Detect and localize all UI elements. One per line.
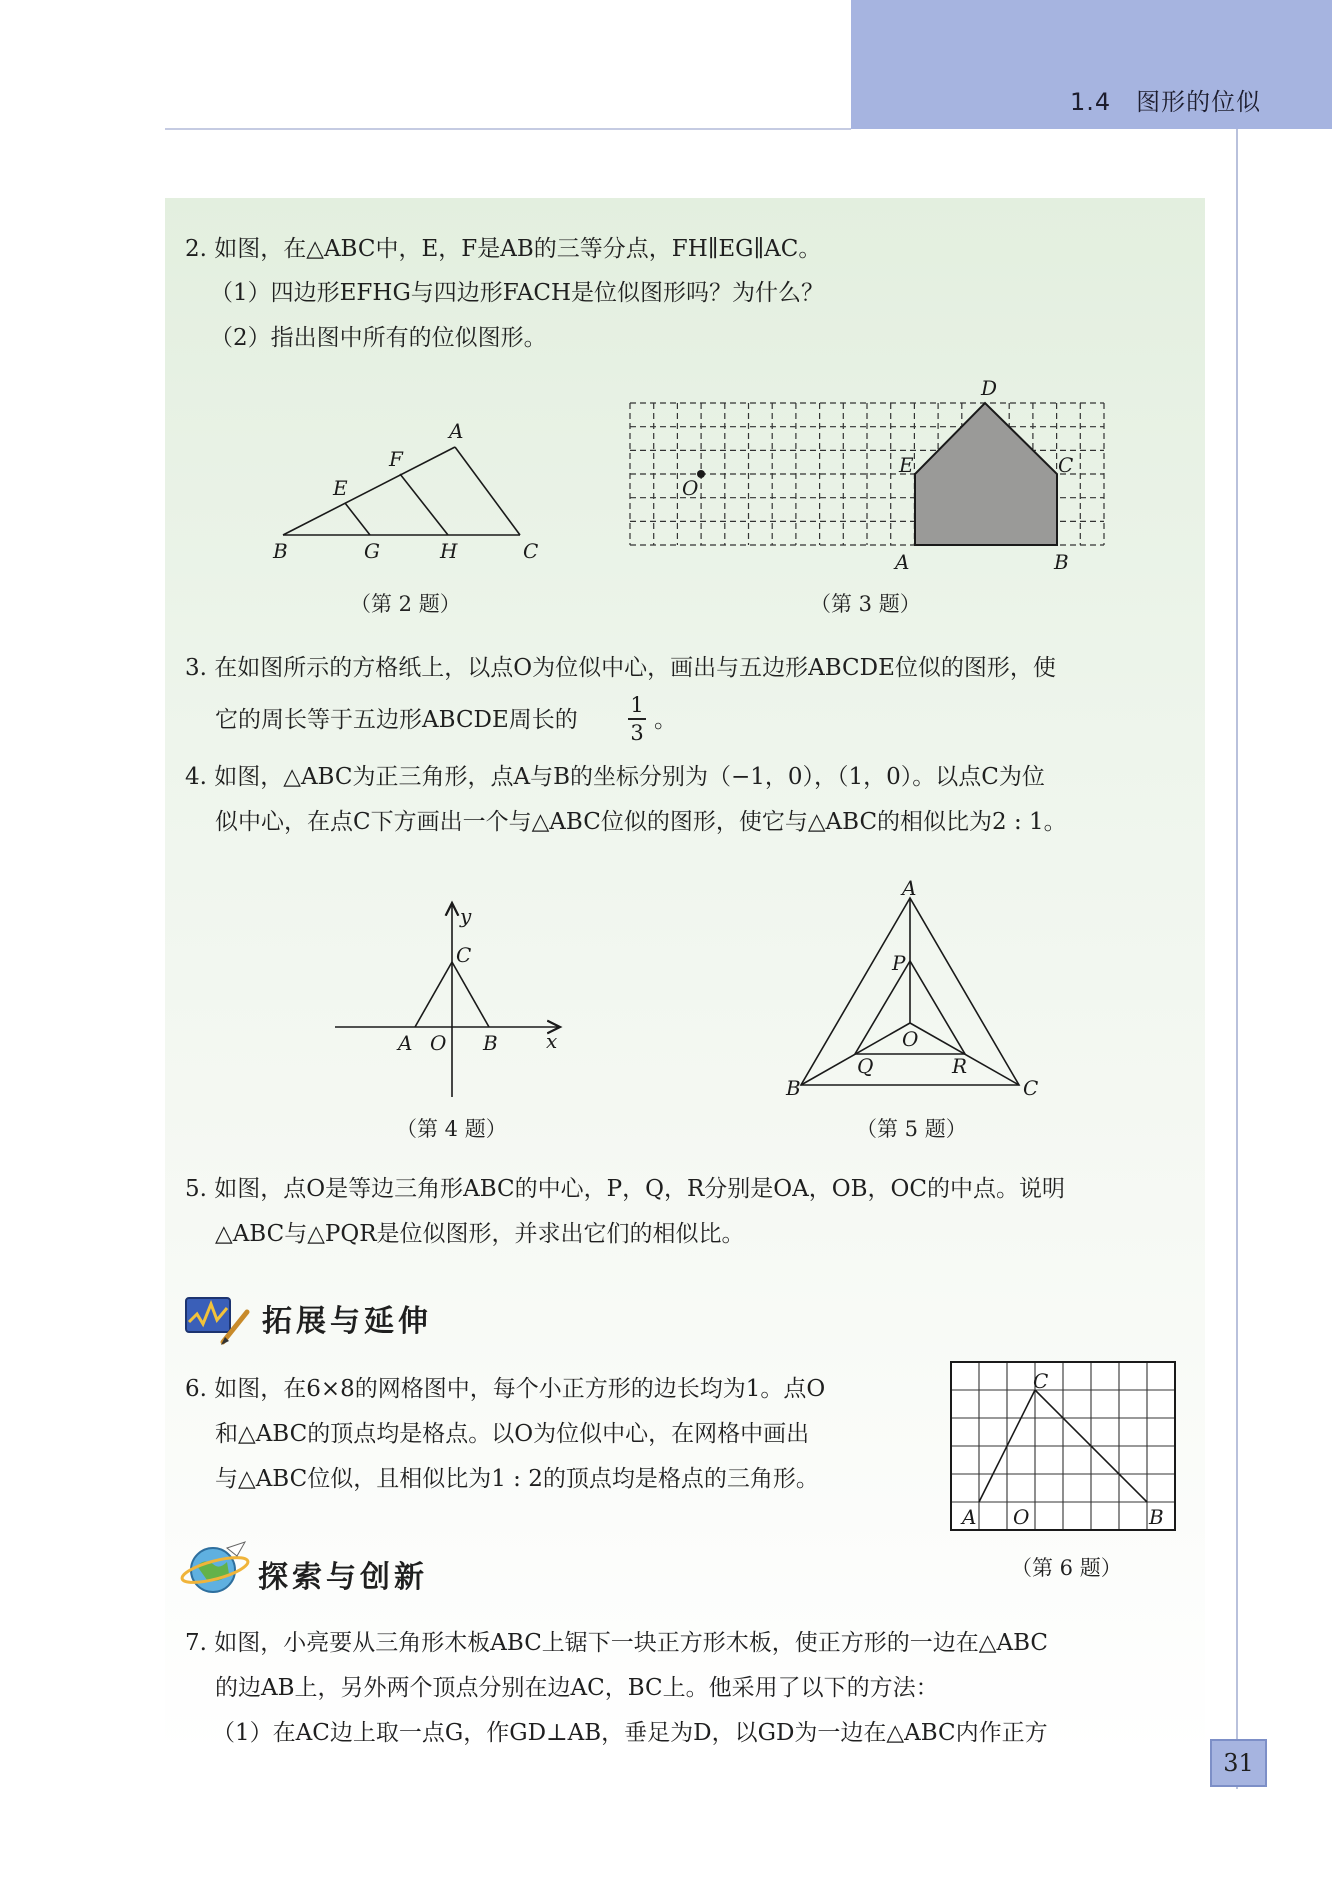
fig6-label-O: O <box>1013 1505 1030 1529</box>
fig2-label-C: C <box>523 539 539 563</box>
fig5-label-R: R <box>952 1054 968 1078</box>
fig5-label-A: A <box>902 876 917 900</box>
fig4-label-O: O <box>430 1031 447 1055</box>
fig6-label-C: C <box>1033 1369 1049 1393</box>
fig2-label-A: A <box>449 419 464 443</box>
fig4-label-C: C <box>456 943 472 967</box>
problem-3-line1: 3. 在如图所示的方格纸上，以点O为位似中心，画出与五边形ABCDE位似的图形，使 <box>185 655 1056 681</box>
fig2-label-B: B <box>273 539 288 563</box>
problem-2-q2: （2）指出图中所有的位似图形。 <box>210 325 547 351</box>
section-extension-title: 拓展与延伸 <box>262 1304 432 1339</box>
fraction-denominator: 3 <box>630 721 644 745</box>
caption-fig3: （第 3 题） <box>810 592 921 616</box>
problem-6-line2: 和△ABC的顶点均是格点。以O为位似中心，在网格中画出 <box>215 1421 810 1447</box>
fig3-label-O: O <box>682 476 699 500</box>
fig2-label-H: H <box>440 539 458 563</box>
section-explore-title: 探索与创新 <box>258 1560 428 1595</box>
fig5-label-Q: Q <box>857 1054 874 1078</box>
fig4-label-A: A <box>398 1031 413 1055</box>
problem-5-line2: △ABC与△PQR是位似图形，并求出它们的相似比。 <box>215 1221 745 1247</box>
fig4-label-y: y <box>460 904 472 928</box>
problem-6-line1: 6. 如图，在6×8的网格图中，每个小正方形的边长均为1。点O <box>185 1376 826 1402</box>
fraction-numerator: 1 <box>630 693 644 717</box>
problem-4-line2: 似中心，在点C下方画出一个与△ABC位似的图形，使它与△ABC的相似比为2 : 1。 <box>215 809 1067 835</box>
problem-3-line2-end: 。 <box>654 707 677 733</box>
problem-5-line1: 5. 如图，点O是等边三角形ABC的中心，P，Q，R分别是OA，OB，OC的中点。说明 <box>185 1176 1065 1202</box>
fig3-label-D: D <box>981 376 998 400</box>
problem-2-stem: 2. 如图，在△ABC中，E，F是AB的三等分点，FH∥EG∥AC。 <box>185 236 822 262</box>
fig6-label-A: A <box>962 1505 977 1529</box>
problem-7-line3: （1）在AC边上取一点G，作GD⊥AB，垂足为D，以GD为一边在△ABC内作正方 <box>212 1720 1048 1746</box>
fig2-label-E: E <box>333 476 348 500</box>
explore-icon <box>183 1540 253 1596</box>
fig6-label-B: B <box>1149 1505 1164 1529</box>
fig5-label-P: P <box>892 951 906 975</box>
problem-4-line1: 4. 如图，△ABC为正三角形，点A与B的坐标分别为（−1，0），（1，0）。以点C为位 <box>185 764 1045 790</box>
fig5-label-C: C <box>1023 1076 1039 1100</box>
fig3-label-C: C <box>1058 453 1074 477</box>
problem-6-line3: 与△ABC位似，且相似比为1 : 2的顶点均是格点的三角形。 <box>215 1466 819 1492</box>
caption-fig5: （第 5 题） <box>856 1117 967 1141</box>
fig2-label-F: F <box>389 447 403 471</box>
fig2-label-G: G <box>364 539 380 563</box>
fig5-label-B: B <box>786 1076 801 1100</box>
section-title: 1.4 图形的位似 <box>1070 88 1262 116</box>
caption-fig6: （第 6 题） <box>1011 1556 1122 1580</box>
fig3-label-A: A <box>895 550 910 574</box>
fig4-label-B: B <box>483 1031 498 1055</box>
problem-3-line2: 它的周长等于五边形ABCDE周长的 <box>215 707 578 733</box>
problem-7-line2: 的边AB上，另外两个顶点分别在边AC，BC上。他采用了以下的方法： <box>215 1675 939 1701</box>
problem-7-line1: 7. 如图，小亮要从三角形木板ABC上锯下一块正方形木板，使正方形的一边在△ABC <box>185 1630 1049 1656</box>
problem-2-q1: （1）四边形EFHG与四边形FACH是位似图形吗？为什么？ <box>210 280 825 306</box>
caption-fig2: （第 2 题） <box>350 592 461 616</box>
fig3-label-E: E <box>899 453 914 477</box>
fig5-label-O: O <box>902 1027 919 1051</box>
page-number: 31 <box>1210 1739 1267 1787</box>
fig4-label-x: x <box>546 1029 558 1053</box>
fig3-label-B: B <box>1054 550 1069 574</box>
caption-fig4: （第 4 题） <box>396 1117 507 1141</box>
